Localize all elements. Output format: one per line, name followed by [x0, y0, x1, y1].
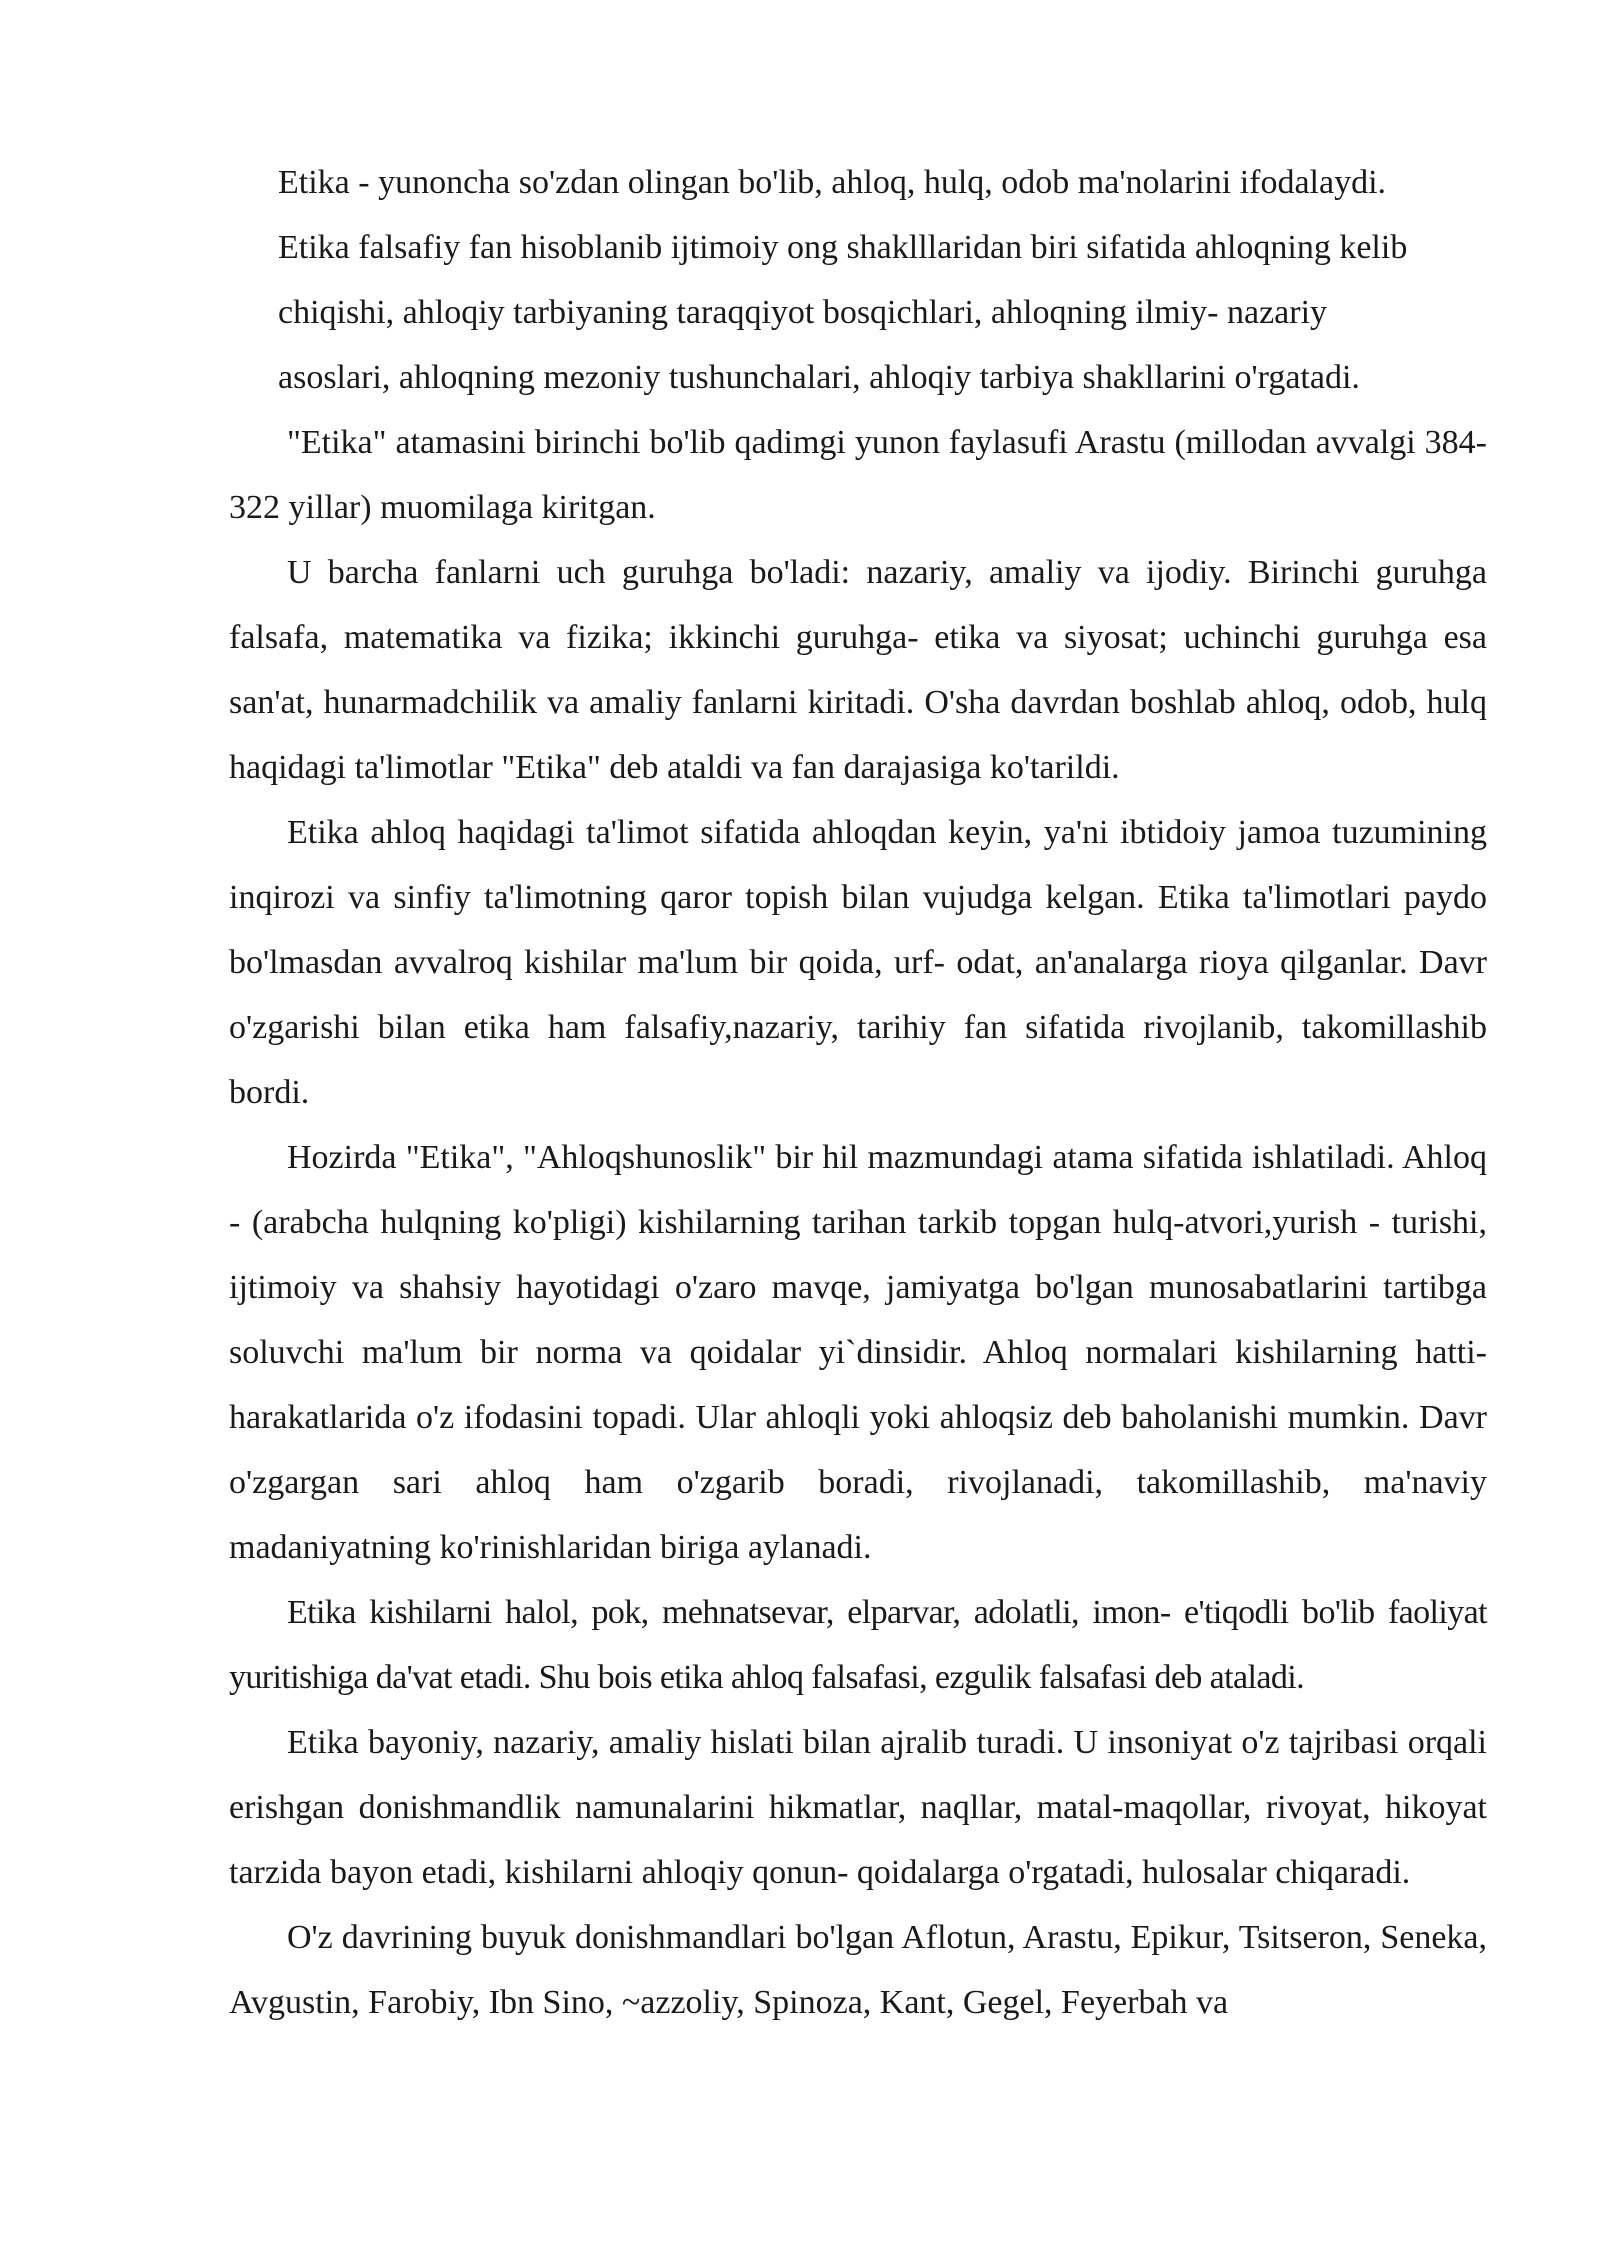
- document-body: [229, 150, 1487, 2035]
- paragraph-donishmandlar: O'z davrining buyuk donishmandlari bo'lgan Aflotun, Arastu, Epikur, Tsitseron, Seneka, Avgustin, Farobiy, Ibn Sino, ~azzoliy, Spinoza, Kant, Gegel, Feyerbah va: [229, 1919, 1487, 2021]
- paragraph-talimot: Etika ahloq haqidagi ta'limot sifatida ahloqdan keyin, ya'ni ibtidoiy jamoa tuzumining inqirozi va sinfiy ta'limotning qaror topish bilan vujudga kelgan. Etika ta'limotlari paydo bo'lmasdan avvalroq kishilar ma'lum bir qoida, urf- odat, an'analarga rioya qilganlar. Davr o'zgarishi bilan etika ham falsafiy,nazariy, tarihiy fan sifatida rivojlanib, takomillashib bordi.: [229, 814, 1487, 1111]
- paragraph-line: Etika - yunoncha so'zdan olingan bo'lib, ahloq, hulq, odob ma'nolarini ifodalaydi.: [278, 164, 1387, 201]
- paragraph-hislatlar: Etika bayoniy, nazariy, amaliy hislati bilan ajralib turadi. U insoniyat o'z tajribasi orqali erishgan donishmandlik namunalarini hikmatlar, naqllar, matal-maqollar, rivoyat, hikoyat tarzida bayon etadi, kishilarni ahloqiy qonun- qoidalarga o'rgatadi, hulosalar chiqaradi.: [229, 1724, 1487, 1891]
- paragraph-arastu: "Etika" atamasini birinchi bo'lib qadimgi yunon faylasufi Arastu (millodan avvalgi 384-322 yillar) muomilaga kiritgan.: [229, 424, 1487, 526]
- paragraph-line: asoslari, ahloqning mezoniy tushunchalari, ahloqiy tarbiya shakllarini o'rgatadi.: [278, 359, 1360, 396]
- paragraph-line: chiqishi, ahloqiy tarbiyaning taraqqiyot bosqichlari, ahloqning ilmiy- nazariy: [278, 294, 1328, 331]
- paragraph-intro: [229, 150, 1487, 410]
- paragraph-hozirda: Hozirda "Etika", "Ahloqshunoslik" bir hil mazmundagi atama sifatida ishlatiladi. Ahloq - (arabcha hulqning ko'pligi) kishilarning tarihan tarkib topgan hulq-atvori,yurish - turishi, ijtimoiy va shahsiy hayotidagi o'zaro mavqe, jamiyatga bo'lgan munosabatlarini tartibga soluvchi ma'lum bir norma va qoidalar yi`dinsidir. Ahloq normalari kishilarning hatti- harakatlarida o'z ifodasini topadi. Ular ahloqli yoki ahloqsiz deb baholanishi mumkin. Davr o'zgargan sari ahloq ham o'zgarib boradi, rivojlanadi, takomillashib, ma'naviy madaniyatning ko'rinishlaridan biriga aylanadi.: [229, 1139, 1487, 1566]
- paragraph-guruhlar: U barcha fanlarni uch guruhga bo'ladi: nazariy, amaliy va ijodiy. Birinchi guruhga falsafa, matematika va fizika; ikkinchi guruhga- etika va siyosat; uchinchi guruhga esa san'at, hunarmadchilik va amaliy fanlarni kiritadi. O'sha davrdan boshlab ahloq, odob, hulq haqidagi ta'limotlar "Etika" deb ataldi va fan darajasiga ko'tarildi.: [229, 554, 1487, 786]
- paragraph-chaqiriq: Etika kishilarni halol, pok, mehnatsevar, elparvar, adolatli, imon- e'tiqodli bo'lib faoliyat yuritishiga da'vat etadi. Shu bois etika ahloq falsafasi, ezgulik falsafasi deb ataladi.: [229, 1594, 1487, 1696]
- paragraph-line: Etika falsafiy fan hisoblanib ijtimoiy ong shaklllaridan biri sifatida ahloqning kelib: [278, 229, 1408, 266]
